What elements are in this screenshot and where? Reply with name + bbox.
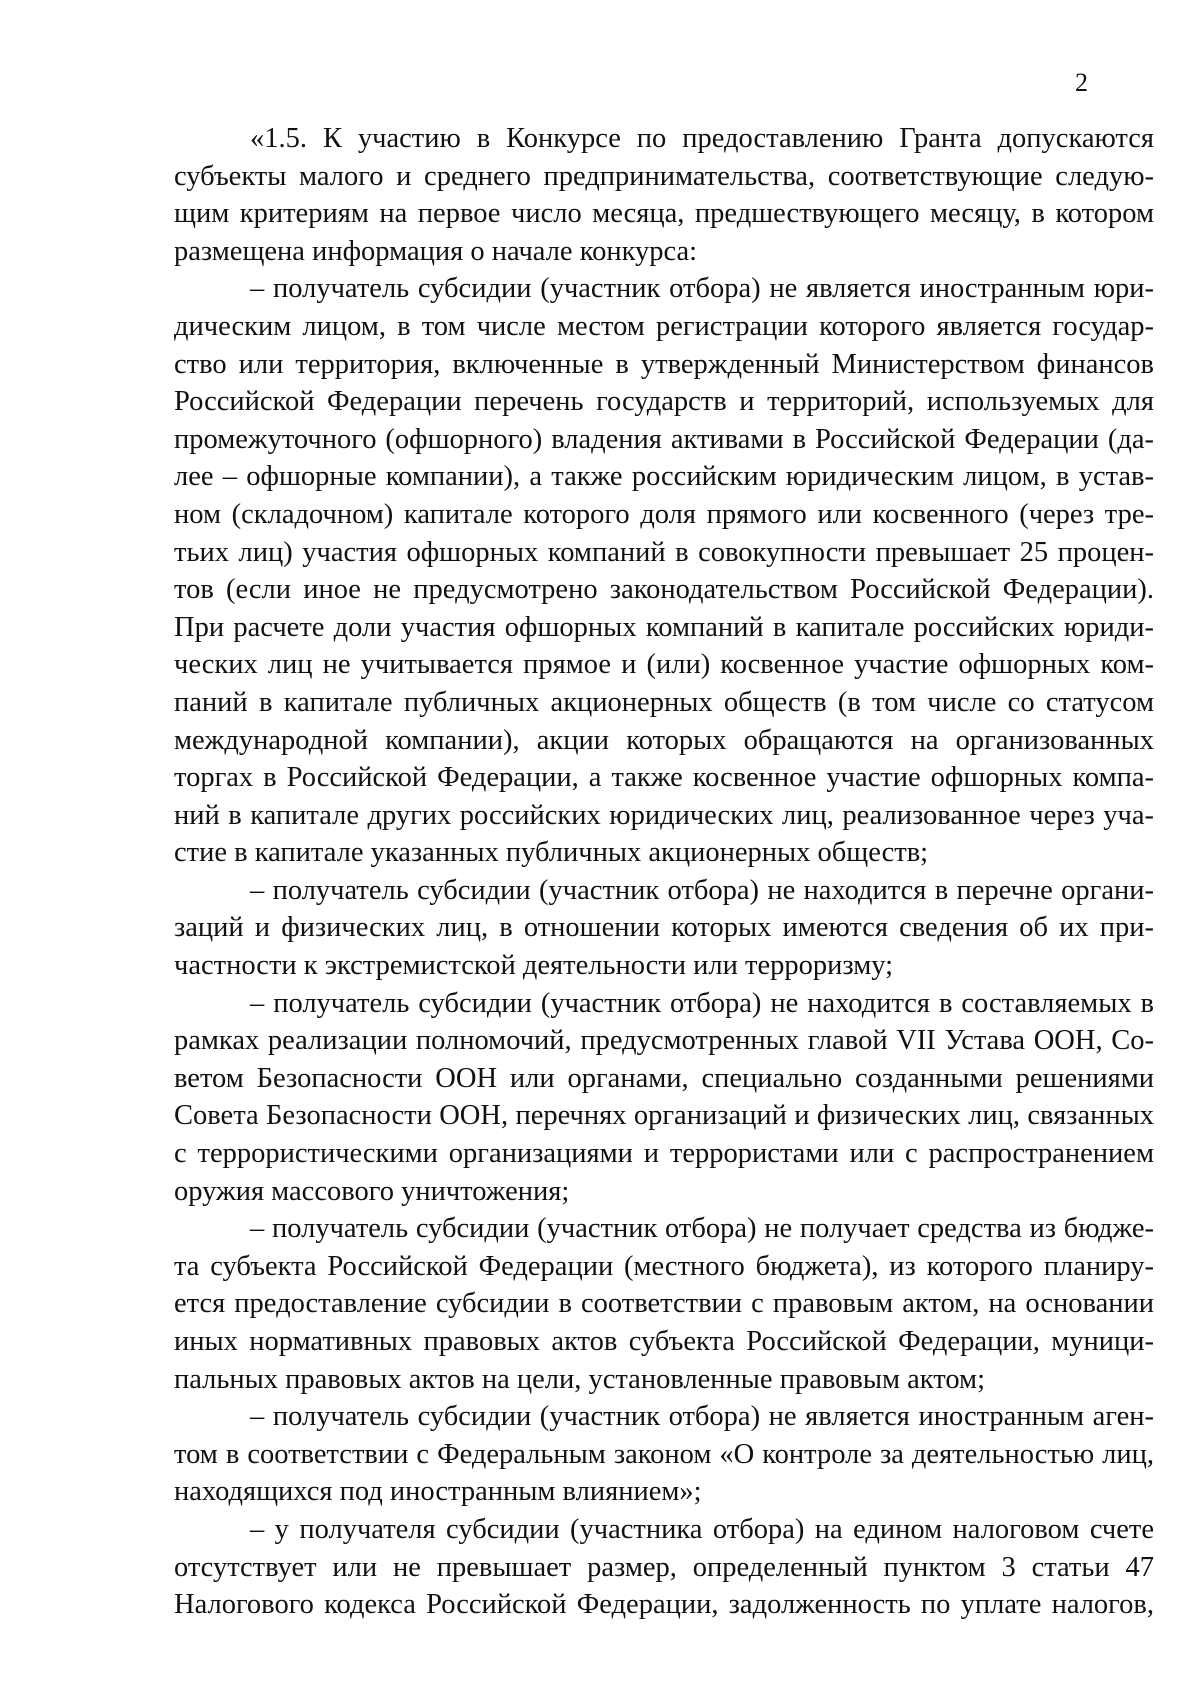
text-line: торгах в Российской Федерации, а также косвенное участие офшорных компа- (174, 762, 1154, 794)
text-line: том в соответствии с Федеральным законом «О контроле за деятельностью лиц, (174, 1438, 1154, 1470)
text-line: находящихся под иностранным влиянием»; (174, 1476, 702, 1508)
text-line: Российской Федерации перечень государств и территорий, используемых для (174, 386, 1154, 418)
paragraph (174, 1511, 1154, 1624)
text-line: стие в капитале указанных публичных акционерных обществ; (174, 837, 929, 869)
text-line: международной компании), акции которых обращаются на организованных (174, 724, 1154, 756)
text-line: отсутствует или не превышает размер, определенный пунктом 3 статьи 47 (174, 1551, 1154, 1583)
page-number: 2 (1075, 68, 1088, 97)
document-body (174, 120, 1154, 1624)
text-line: лее – офшорные компании), а также российским юридическим лицом, в устав- (174, 461, 1154, 493)
text-line: субъекты малого и среднего предпринимательства, соответствующие следую- (174, 160, 1154, 192)
text-line: оружия массового уничтожения; (174, 1175, 570, 1207)
paragraph (174, 985, 1154, 1211)
text-line: При расчете доли участия офшорных компаний в капитале российских юриди- (174, 611, 1154, 643)
text-line: иных нормативных правовых актов субъекта Российской Федерации, муници- (174, 1326, 1154, 1357)
text-line: та субъекта Российской Федерации (местного бюджета), из которого планиру- (174, 1250, 1154, 1282)
text-line: ется предоставление субсидии в соответствии с правовым актом, на основании (174, 1288, 1154, 1320)
text-line: промежуточного (офшорного) владения активами в Российской Федерации (да- (174, 423, 1154, 455)
text-line: ний в капитале других российских юридических лиц, реализованное через уча- (174, 799, 1154, 831)
text-line: «1.5. К участию в Конкурсе по предоставлению Гранта допускаются (250, 123, 1154, 154)
paragraph (174, 1210, 1154, 1398)
text-line: – у получателя субсидии (участника отбора) на едином налоговом счете (250, 1513, 1154, 1545)
text-line: пальных правовых актов на цели, установленные правовым актом; (174, 1363, 985, 1395)
paragraph (174, 120, 1154, 270)
paragraph (174, 872, 1154, 985)
text-line: щим критериям на первое число месяца, предшествующего месяцу, в котором (174, 198, 1154, 230)
text-line: рамках реализации полномочий, предусмотренных главой VII Устава ООН, Со- (174, 1025, 1154, 1057)
text-line: – получатель субсидии (участник отбора) не получает средства из бюдже- (250, 1213, 1154, 1245)
text-line: с террористическими организациями и террористами или с распространением (174, 1138, 1154, 1170)
text-line: – получатель субсидии (участник отбора) не является иностранным юри- (250, 273, 1154, 305)
text-line: – получатель субсидии (участник отбора) не является иностранным аген- (250, 1401, 1154, 1433)
text-line: тов (если иное не предусмотрено законодательством Российской Федерации). (174, 574, 1154, 606)
text-line: паний в капитале публичных акционерных обществ (в том числе со статусом (174, 686, 1154, 718)
text-line: Совета Безопасности ООН, перечнях организаций и физических лиц, связанных (174, 1100, 1154, 1132)
text-line: тьих лиц) участия офшорных компаний в совокупности превышает 25 процен- (174, 536, 1154, 568)
text-line: ном (складочном) капитале которого доля прямого или косвенного (через тре- (174, 498, 1154, 530)
text-line: дическим лицом, в том числе местом регистрации которого является государ- (174, 310, 1154, 342)
text-line: ство или территория, включенные в утвержденный Министерством финансов (174, 348, 1154, 380)
text-line: – получатель субсидии (участник отбора) не находится в составляемых в (250, 987, 1154, 1019)
text-line: частности к экстремистской деятельности или терроризму; (174, 950, 894, 982)
text-line: ческих лиц не учитывается прямое и (или) косвенное участие офшорных ком- (174, 649, 1154, 681)
text-line: заций и физических лиц, в отношении которых имеются сведения об их при- (174, 912, 1154, 944)
paragraph (174, 1398, 1154, 1511)
paragraph (174, 270, 1154, 872)
text-line: – получатель субсидии (участник отбора) не находится в перечне органи- (250, 874, 1154, 906)
text-line: размещена информация о начале конкурса: (174, 235, 698, 267)
text-line: Налогового кодекса Российской Федерации, задолженность по уплате налогов, (174, 1589, 1154, 1621)
text-line: ветом Безопасности ООН или органами, специально созданными решениями (174, 1062, 1154, 1094)
